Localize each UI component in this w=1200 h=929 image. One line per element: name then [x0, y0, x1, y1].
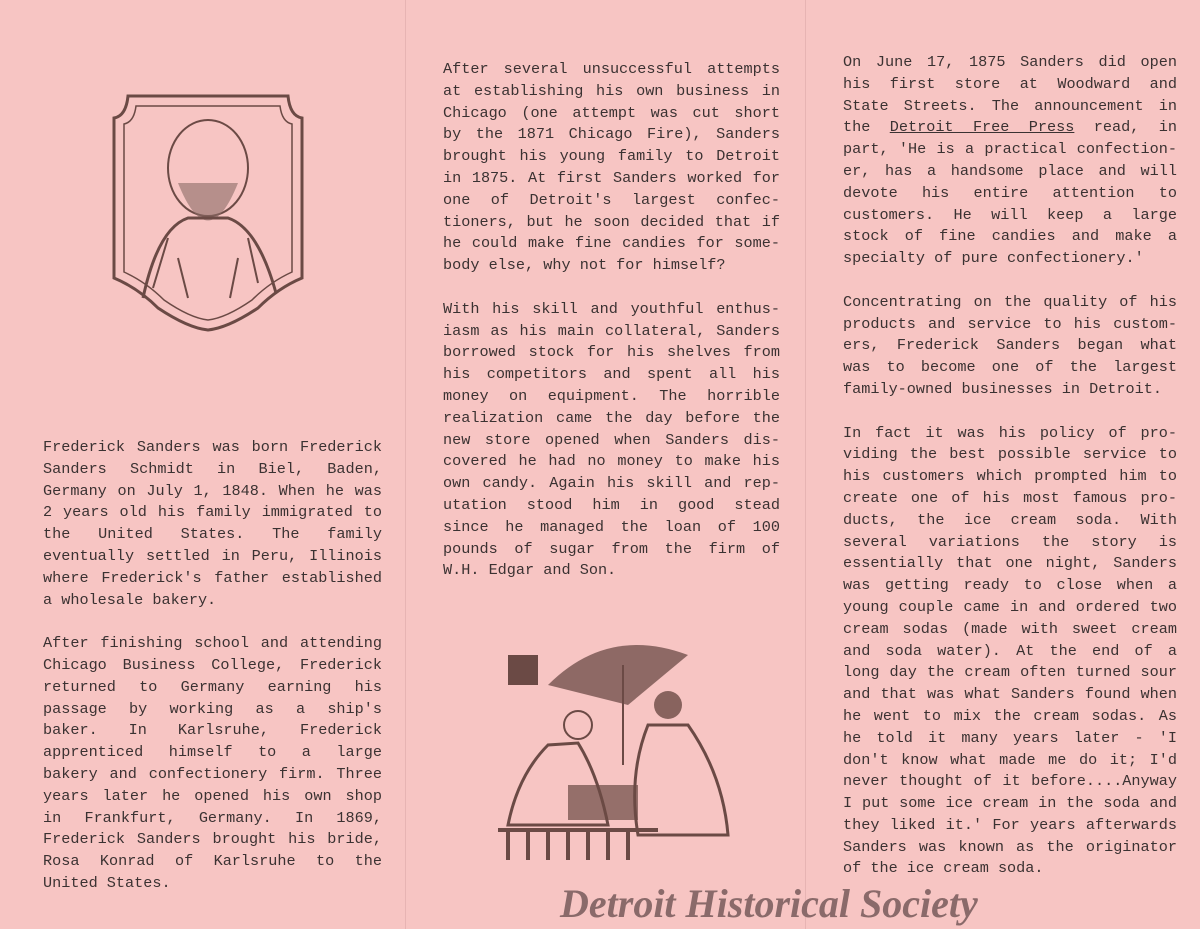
text-line: body else, why not for himself?: [443, 256, 726, 275]
text-line: by the 1871 Chicago Fire), Sanders: [443, 125, 780, 144]
text-line: brought his young family to Detroit: [443, 147, 780, 166]
text-line: was to become one of the largest: [843, 358, 1177, 377]
watermark: Detroit Historical Society: [560, 881, 978, 926]
paragraph-detroit-arrival: [443, 59, 780, 277]
text-line: On June 17, 1875 Sanders did open: [843, 53, 1177, 71]
text-line: After several unsuccessful attempts: [443, 60, 780, 78]
text-line: I put some ice cream in the soda and: [843, 794, 1177, 813]
text-line: one of Detroit's largest confec-: [443, 190, 780, 209]
text-line: eventually settled in Peru, Illinois: [43, 546, 382, 565]
paragraph-birth: [43, 437, 382, 611]
text-line: and that was what Sanders found when: [843, 685, 1177, 704]
text-line: years later he opened his own shop: [43, 786, 382, 805]
text-line: since he managed the loan of 100: [443, 517, 780, 536]
text: the: [843, 118, 871, 137]
text-line: his competitors and spent all his: [443, 365, 780, 384]
newspaper-line: [843, 117, 1177, 139]
text-line: essentially that one night, Sanders: [843, 554, 1177, 573]
text-line: In fact it was his policy of pro-: [843, 423, 1177, 442]
text-line: tioners, but he soon decided that if: [443, 212, 780, 231]
text-line: bakery and confectionery firm. Three: [43, 764, 382, 783]
text-line: 2 years old his family immigrated to: [43, 503, 382, 522]
text-line: customers. He will keep a large: [843, 205, 1177, 224]
text-line: viding the best possible service to: [843, 445, 1177, 464]
text-line: young couple came in and ordered two: [843, 597, 1177, 616]
portrait-illustration: [108, 88, 308, 333]
text-line: new store opened when Sanders dis-: [443, 430, 780, 449]
text-line: borrowed stock for his shelves from: [443, 343, 780, 362]
text-line: the United States. The family: [43, 525, 382, 544]
text-line: er, has a handsome place and will: [843, 161, 1177, 180]
text-line: don't know what made me do it; I'd: [843, 750, 1177, 769]
text-line: a wholesale bakery.: [43, 590, 217, 609]
text-line: they liked it.' For years afterwards: [843, 815, 1177, 834]
text-line: After finishing school and attending: [43, 634, 382, 653]
column-1: [43, 437, 382, 917]
paragraph-education: [43, 633, 382, 895]
text-line: his customers which prompted him to: [843, 467, 1177, 486]
text-line: of the ice cream soda.: [843, 859, 1044, 878]
paragraph-ice-cream-soda: [843, 423, 1177, 881]
text-line: utation stood him in good stead: [443, 495, 780, 514]
text-line: Sanders Schmidt in Biel, Baden,: [43, 459, 382, 478]
column-2: [443, 59, 780, 604]
text-line: Frederick Sanders was born Frederick: [43, 438, 382, 456]
text-line: baker. In Karlsruhe, Frederick: [43, 721, 382, 740]
paragraph-quality: [843, 292, 1177, 401]
text-line: Rosa Konrad of Karlsruhe to the: [43, 852, 382, 871]
text-line: ducts, the ice cream soda. With: [843, 510, 1177, 529]
column-3: [843, 52, 1177, 902]
text-line: was getting ready to close when a: [843, 576, 1177, 595]
newspaper-title: Detroit Free Press: [889, 118, 1075, 137]
text-line: returned to Germany earning his: [43, 677, 382, 696]
text-line: his first store at Woodward and: [843, 74, 1177, 93]
soda-fountain-illustration: [488, 615, 738, 865]
text-line: in Frankfurt, Germany. In 1869,: [43, 808, 382, 827]
text-line: long day the cream often turned sour: [843, 663, 1177, 682]
text-line: never thought of it before....Anyway: [843, 772, 1177, 791]
text-line: realization came the day before the: [443, 408, 780, 427]
text: read, in: [1093, 118, 1177, 137]
text-line: he could make fine candies for some-: [443, 234, 780, 253]
text-line: Sanders was known as the originator: [843, 837, 1177, 856]
text-line: Germany on July 1, 1848. When he was: [43, 481, 382, 500]
text-line: money on equipment. The horrible: [443, 386, 780, 405]
text-line: Frederick Sanders brought his bride,: [43, 830, 382, 849]
text-line: family-owned businesses in Detroit.: [843, 379, 1162, 398]
text-line: own candy. Again his skill and rep-: [443, 474, 780, 493]
text-line: devote his entire attention to: [843, 183, 1177, 202]
text-line: W.H. Edgar and Son.: [443, 561, 617, 580]
fold-line-2: [805, 0, 806, 929]
text-line: ers, Frederick Sanders began what: [843, 336, 1177, 355]
text-line: he told it many years later - 'I: [843, 728, 1177, 747]
fold-line-1: [405, 0, 406, 929]
text-line: products and service to his custom-: [843, 314, 1177, 333]
text-line: specialty of pure confectionery.': [843, 249, 1144, 268]
text-line: covered he had no money to make his: [443, 452, 780, 471]
text-line: where Frederick's father established: [43, 568, 382, 587]
text-line: he went to mix the cream sodas. As: [843, 706, 1177, 725]
text-line: Concentrating on the quality of his: [843, 292, 1177, 311]
text-line: at establishing his own business in: [443, 81, 780, 100]
text-line: part, 'He is a practical confection-: [843, 140, 1177, 159]
text-line: stock of fine candies and make a: [843, 227, 1177, 246]
text-line: passage by working as a ship's: [43, 699, 382, 718]
text-line: iasm as his main collateral, Sanders: [443, 321, 780, 340]
text-line: cream sodas (made with sweet cream: [843, 619, 1177, 638]
text-line: pounds of sugar from the firm of: [443, 539, 780, 558]
text-line: several variations the story is: [843, 532, 1177, 551]
text-line: With his skill and youthful enthus-: [443, 299, 780, 318]
text-line: United States.: [43, 873, 171, 892]
text-line: apprenticed himself to a large: [43, 743, 382, 762]
text-line: create one of his most famous pro-: [843, 488, 1177, 507]
paragraph-store-opening: [843, 52, 1177, 270]
paragraph-first-store-setup: [443, 299, 780, 582]
text-line: Chicago Business College, Frederick: [43, 655, 382, 674]
text-line: State Streets. The announcement in: [843, 96, 1177, 115]
text-line: Chicago (one attempt was cut short: [443, 103, 780, 122]
text-line: in 1875. At first Sanders worked for: [443, 168, 780, 187]
text-line: and soda water). At the end of a: [843, 641, 1177, 660]
